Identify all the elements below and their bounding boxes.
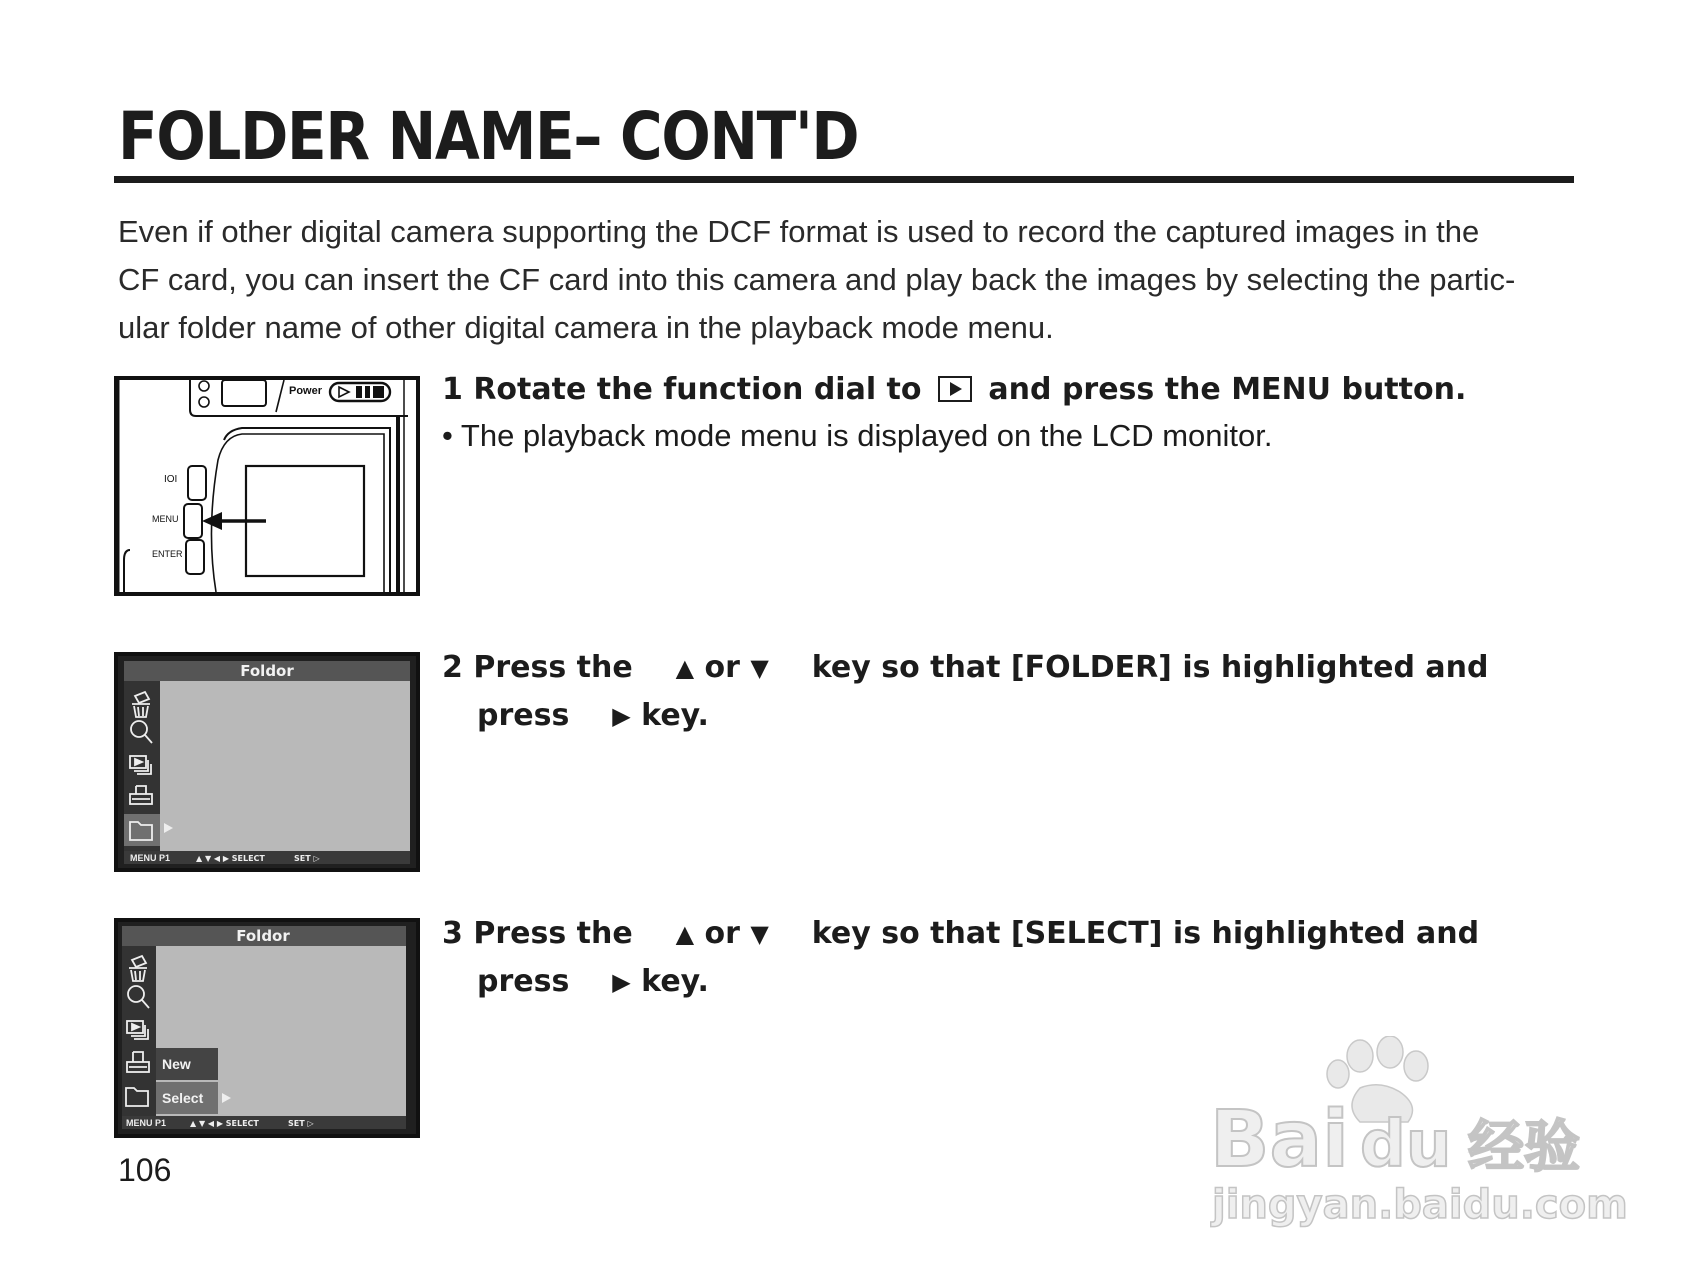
status-set: SET ▷ (294, 854, 320, 863)
step-text: key so that [SELECT] is highlighted and (811, 916, 1480, 951)
step-text: key so that [FOLDER] is highlighted and (811, 650, 1489, 685)
baidu-watermark-logo (1210, 1036, 1630, 1241)
enter-label: ENTER (152, 549, 183, 559)
step-text: and press the MENU button. (988, 372, 1467, 407)
ioi-label: IOI (164, 474, 178, 485)
step-2 (442, 644, 1592, 740)
step-text: key. (641, 698, 709, 733)
step-text: press (477, 698, 570, 733)
page-number: 106 (118, 1152, 172, 1188)
svg-text:du: du (1360, 1108, 1452, 1182)
step-1 (442, 366, 1592, 414)
step-1-note: • The playback mode menu is displayed on the LCD monitor. (442, 418, 1273, 453)
lcd-menu-select-screen (114, 918, 420, 1138)
up-arrow-icon: ▲ (675, 920, 695, 948)
playback-icon (938, 376, 972, 402)
title-rule (114, 176, 1574, 183)
status-menu-page: MENU P1 (130, 853, 171, 863)
menu-title: Foldor (240, 662, 294, 680)
step-text: Press the (473, 916, 633, 951)
step-text: or (704, 916, 740, 951)
power-label: Power (289, 385, 323, 397)
submenu-item-select: Select (162, 1090, 204, 1106)
step-3 (442, 910, 1592, 1006)
intro-line: ular folder name of other digital camera in the playback mode menu. (118, 310, 1054, 345)
camera-back-illustration (114, 376, 420, 596)
intro-line: Even if other digital camera supporting the DCF format is used to record the captured images in the (118, 214, 1480, 249)
step-number: 1 (442, 372, 463, 407)
submenu-item-new: New (162, 1056, 191, 1072)
intro-line: CF card, you can insert the CF card into this camera and play back the images by selecting the partic- (118, 262, 1516, 297)
status-menu-page: MENU P1 (126, 1118, 167, 1128)
status-select: ▲ ▼ ◀ ▶ SELECT (190, 1119, 259, 1128)
lcd-menu-folder-screen (114, 652, 420, 872)
svg-text:jingyan.baidu.com: jingyan.baidu.com (1212, 1182, 1628, 1228)
down-arrow-icon: ▼ (750, 920, 769, 948)
step-text: Press the (473, 650, 633, 685)
menu-title: Foldor (236, 927, 290, 945)
step-text: press (477, 964, 570, 999)
svg-text:经验: 经验 (1468, 1115, 1580, 1180)
step-text: or (704, 650, 740, 685)
up-arrow-icon: ▲ (675, 654, 695, 682)
step-text: key. (641, 964, 709, 999)
intro-paragraph (118, 208, 1578, 352)
status-select: ▲ ▼ ◀ ▶ SELECT (196, 854, 265, 863)
page-title: FOLDER NAME– CONT'D (118, 98, 859, 175)
step-text: Rotate the function dial to (473, 372, 922, 407)
down-arrow-icon: ▼ (750, 654, 769, 682)
right-arrow-icon: ▶ (612, 968, 631, 996)
svg-text:Bai: Bai (1210, 1095, 1349, 1185)
status-set: SET ▷ (288, 1119, 314, 1128)
step-number: 2 (442, 650, 463, 685)
menu-label: MENU (152, 514, 179, 524)
right-arrow-icon: ▶ (612, 702, 631, 730)
step-number: 3 (442, 916, 463, 951)
menu-button (184, 504, 202, 538)
